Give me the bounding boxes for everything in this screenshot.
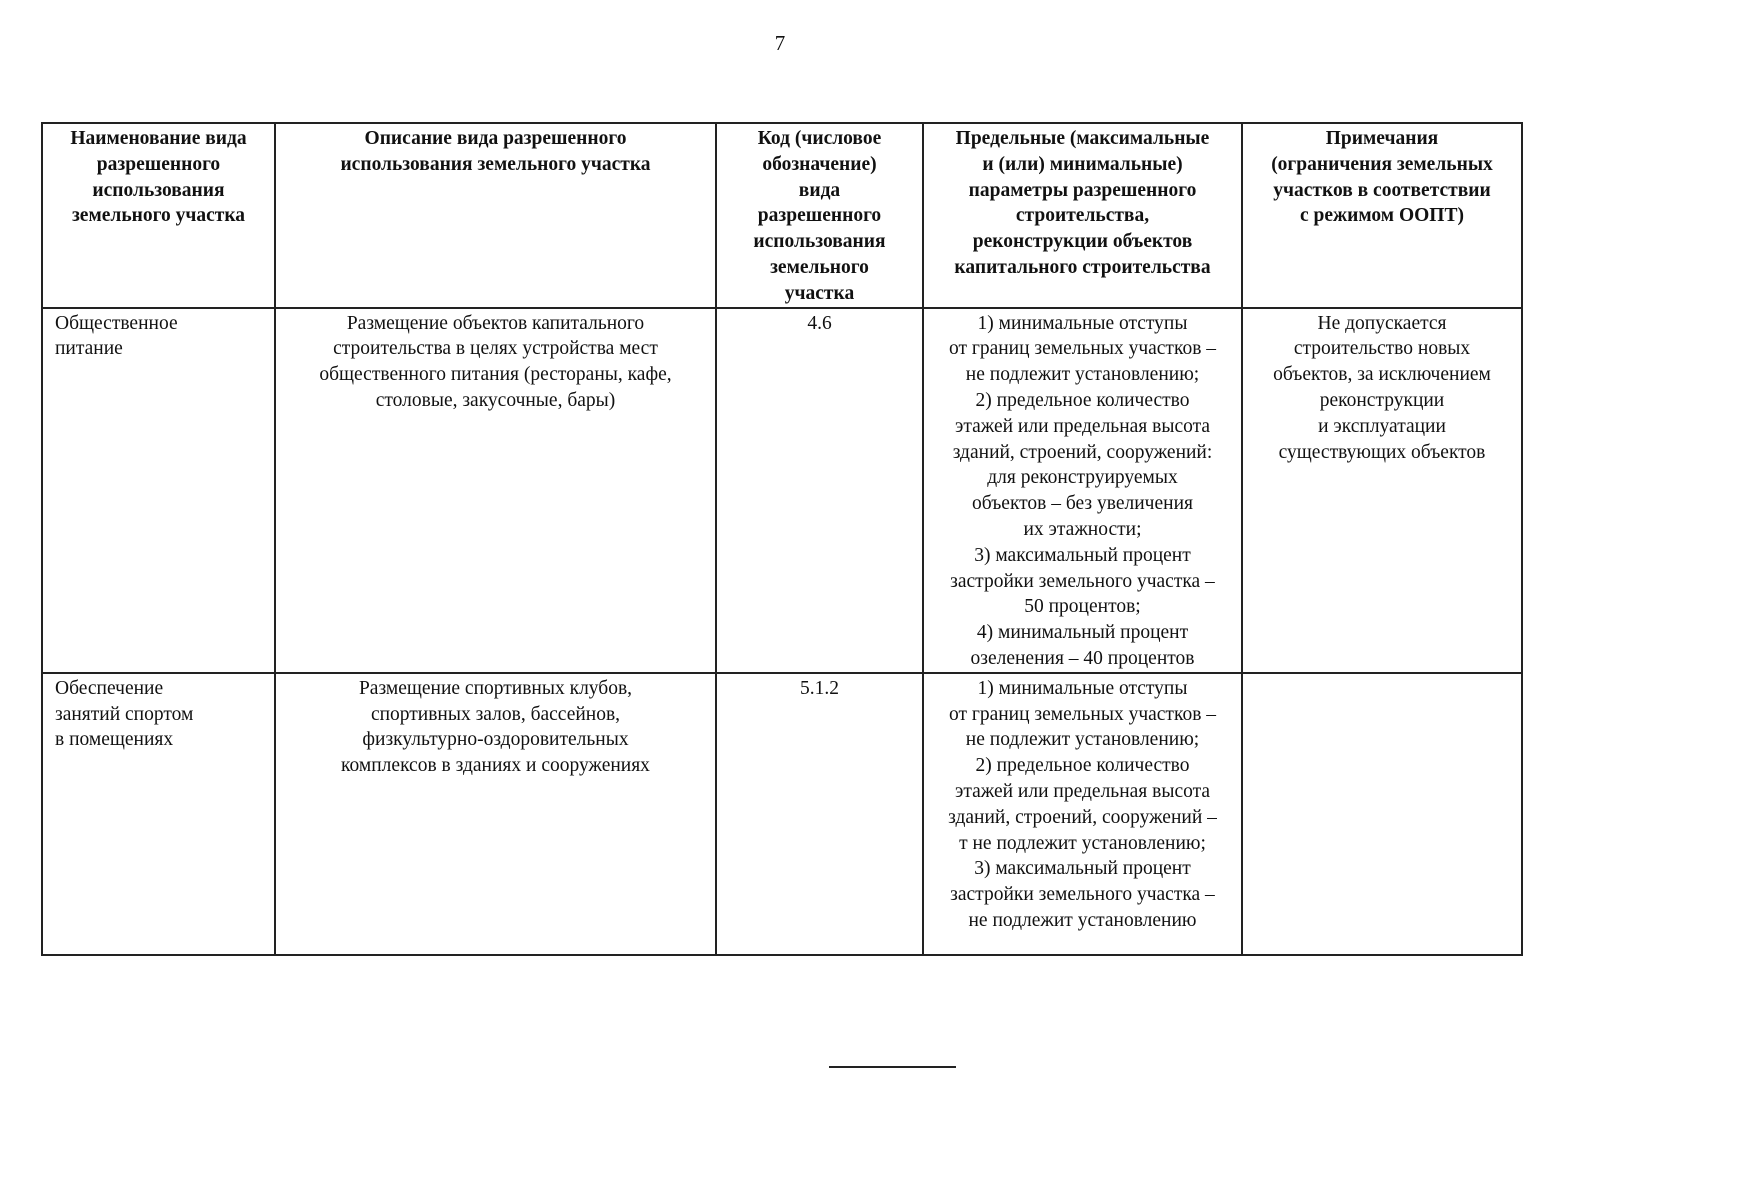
text-line: объектов, за исключением xyxy=(1273,364,1491,386)
cell-limit-parameters xyxy=(923,673,1242,955)
cell-notes xyxy=(1242,308,1522,673)
table-row xyxy=(42,673,1522,955)
text-line: не подлежит установлению; xyxy=(965,729,1200,751)
text-line: этажей или предельная высота xyxy=(954,780,1211,802)
text-line: Не допускается xyxy=(1317,312,1447,334)
text-line: земельного участка xyxy=(71,205,246,227)
text-line: параметры разрешенного xyxy=(968,179,1197,201)
text-line: строительства в целях устройства мест xyxy=(333,338,658,360)
text-line: Размещение спортивных клубов, xyxy=(358,677,633,699)
text-line: озеленения – 40 процентов xyxy=(970,647,1195,669)
text-line: от границ земельных участков – xyxy=(948,703,1217,725)
text-line: использования xyxy=(92,179,225,201)
header-limit-parameters xyxy=(923,123,1242,308)
text-line: их этажности; xyxy=(1023,518,1142,540)
header-use-description xyxy=(275,123,716,308)
text-line: Общественное xyxy=(55,312,178,334)
text-line: 50 процентов; xyxy=(1024,596,1141,618)
text-line: использования земельного участка xyxy=(340,153,651,175)
text-line: 1) минимальные отступы xyxy=(977,312,1188,334)
text-line: 3) максимальный процент xyxy=(974,544,1191,566)
text-line: не подлежит установлению; xyxy=(965,364,1200,386)
text-line: обозначение) xyxy=(762,153,877,175)
text-line: Наименование вида xyxy=(70,128,247,149)
cell-use-name xyxy=(42,308,275,673)
text-line: для реконструируемых xyxy=(987,467,1178,489)
cell-use-description xyxy=(275,308,716,673)
text-line: зданий, строений, сооружений – xyxy=(948,806,1217,828)
text-line: в помещениях xyxy=(55,729,174,751)
text-line: реконструкции xyxy=(1319,389,1445,411)
text-line: объектов – без увеличения xyxy=(972,493,1193,515)
text-line: земельного xyxy=(770,256,869,278)
page-bottom-rule xyxy=(829,1066,956,1068)
text-line: застройки земельного участка – xyxy=(950,570,1215,592)
text-line: застройки земельного участка – xyxy=(950,884,1215,906)
text-line: столовые, закусочные, бары) xyxy=(375,389,616,411)
text-line: комплексов в зданиях и сооружениях xyxy=(341,755,650,777)
text-line: и (или) минимальные) xyxy=(982,153,1183,175)
text-line: капитального строительства xyxy=(954,256,1211,278)
header-use-code xyxy=(716,123,923,308)
text-line: общественного питания (рестораны, кафе, xyxy=(319,364,672,386)
text-line: вида xyxy=(798,179,841,201)
table-row xyxy=(42,308,1522,673)
text-line: занятий спортом xyxy=(55,703,194,725)
text-line: спортивных залов, бассейнов, xyxy=(370,703,621,725)
text-line: 4) минимальный процент xyxy=(976,622,1189,644)
cell-notes xyxy=(1242,673,1522,955)
page-number: 7 xyxy=(774,31,786,55)
header-use-name xyxy=(42,123,275,308)
text-line: этажей или предельная высота xyxy=(954,415,1211,437)
text-line: с режимом ООПТ) xyxy=(1300,205,1464,227)
header-notes xyxy=(1242,123,1522,308)
text-line: от границ земельных участков – xyxy=(948,338,1217,360)
cell-use-code: 5.1.2 xyxy=(716,673,923,955)
text-line: 1) минимальные отступы xyxy=(977,677,1188,699)
text-line: разрешенного xyxy=(757,205,882,227)
text-line: использования xyxy=(753,231,886,253)
text-line: 3) максимальный процент xyxy=(974,858,1191,880)
text-line: 2) предельное количество xyxy=(975,389,1190,411)
text-line: Предельные (максимальные xyxy=(955,128,1210,149)
text-line: Размещение объектов капитального xyxy=(346,312,645,334)
text-line: (ограничения земельных xyxy=(1271,153,1493,175)
text-line: зданий, строений, сооружений: xyxy=(952,441,1213,463)
text-line: строительство новых xyxy=(1293,338,1471,360)
text-line: физкультурно-оздоровительных xyxy=(362,729,629,751)
text-line: разрешенного xyxy=(96,153,221,175)
text-line: т не подлежит установлению; xyxy=(959,832,1206,854)
text-line: Обеспечение xyxy=(55,677,164,699)
text-line: участка xyxy=(784,282,855,304)
table-header-row xyxy=(42,123,1522,308)
text-line: не подлежит установлению xyxy=(968,909,1197,931)
text-line: реконструкции объектов xyxy=(972,231,1193,253)
cell-use-name xyxy=(42,673,275,955)
text-line: питание xyxy=(55,338,123,360)
cell-use-code: 4.6 xyxy=(716,308,923,673)
cell-limit-parameters xyxy=(923,308,1242,673)
text-line: участков в соответствии xyxy=(1273,179,1491,201)
text-line: Код (числовое xyxy=(757,128,882,149)
text-line: и эксплуатации xyxy=(1318,415,1446,437)
text-line: Описание вида разрешенного xyxy=(364,128,627,149)
text-line: существующих объектов xyxy=(1278,441,1486,463)
text-line: строительства, xyxy=(1015,205,1150,227)
cell-use-description xyxy=(275,673,716,955)
land-use-table xyxy=(41,122,1523,956)
text-line: 2) предельное количество xyxy=(975,755,1190,777)
text-line: Примечания xyxy=(1325,128,1439,149)
